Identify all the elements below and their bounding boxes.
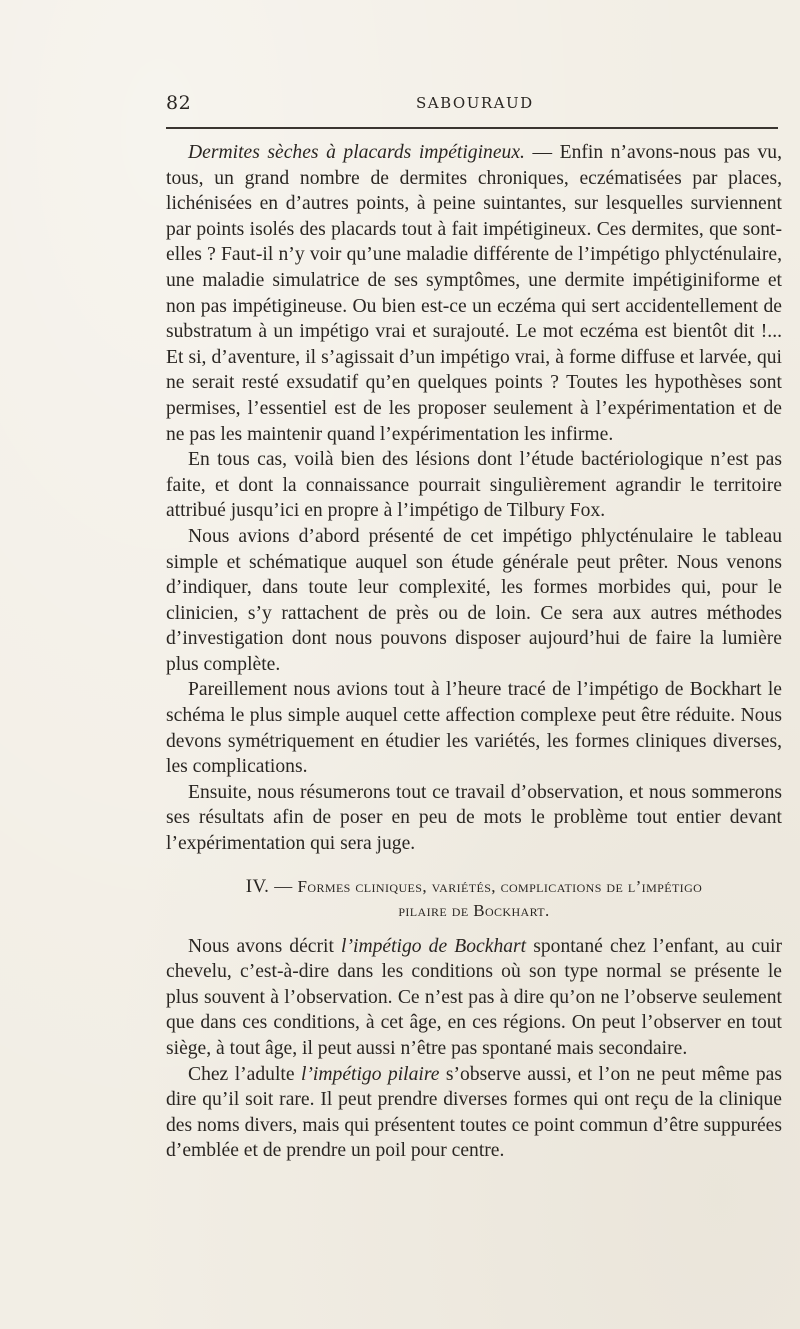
paragraph-italic: l’impétigo de Bockhart	[341, 935, 527, 957]
paragraph: En tous cas, voilà bien des lésions dont l’étude bactériologique n’est pas faite, et dont la connaissance pourrait singulièrement agrandir le territoire attribué jusqu’ici en propre à l’impétigo de Tilbury Fox.	[166, 449, 782, 522]
paragraph-text: s’observe aussi, et l’on ne peut même pas dire qu’il soit rare. Il peut prendre diverses formes qui ont reçu de la clinique des noms divers, mais qui présentent toutes ce point commun d’être suppurées d’emblée et de prendre un poil pour centre.	[166, 1063, 782, 1162]
running-head: SABOURAUD	[416, 94, 534, 112]
paragraph-text: Chez l’adulte	[188, 1063, 301, 1085]
section-paragraph	[166, 1062, 782, 1164]
section-heading-line-1	[166, 874, 782, 899]
paragraph-dermites	[166, 140, 782, 447]
paragraph: Pareillement nous avions tout à l’heure tracé de l’impétigo de Bockhart le schéma le plus simple auquel cette affection complexe peut être réduite. Nous devons symétriquement en étudier les variétés, les formes cliniques diverses, les complications.	[166, 679, 782, 778]
paragraph-italic: l’impétigo pilaire	[300, 1063, 440, 1085]
section-number: IV.	[245, 875, 270, 897]
section-paragraph	[166, 934, 782, 1062]
section-title-line-1: Formes cliniques, variétés, complications de l’impétigo	[297, 876, 703, 896]
paragraph: Nous avions d’abord présenté de cet impétigo phlycténulaire le tableau simple et schématique auquel son étude générale peut prêter. Nous venons d’indiquer, dans toute leur complexité, les formes morbides qui, pour le clinicien, s’y rattachent de près ou de loin. Ce sera aux autres méthodes d’investigation dont nous pouvons disposer aujourd’hui de faire la lumière plus complète.	[166, 525, 782, 675]
section-dash: —	[269, 875, 298, 896]
page-header	[166, 92, 782, 118]
paragraph-text: spontané chez l’enfant, au cuir chevelu, c’est-à-dire dans les conditions où son type normal se présente le plus souvent à l’observation. Ce n’est pas à dire qu’on ne l’observe seulement que dans ces conditions, à cet âge, en ces régions. On peut l’observer en tout siège, à tout âge, il peut aussi n’être pas spontané mais secondaire.	[166, 935, 782, 1059]
page-number: 82	[166, 92, 192, 114]
paragraph-text: — Enfin n’avons-nous pas vu, tous, un grand nombre de dermites chroniques, eczématisées par places, lichénisées en d’autres points, à peine suintantes, sur lesquelles surviennent par points isolés des placards tout à fait impétigineux. Ces dermites, que sont-elles ? Faut-il n’y voir qu’une maladie différente de l’impétigo phlycténulaire, une maladie simulatrice de ses symptômes, une dermite impétiginiforme et non pas impétigineuse. Ou bien est-ce un eczéma qui sert accidentellement de substratum à un impétigo vrai et surajouté. Le mot eczéma est bientôt dit !... Et si, d’aventure, il s’agissait d’un impétigo vrai, à forme diffuse et larvée, qui ne serait resté exsudatif qu’en quelques points ? Toutes les hypothèses sont permises, l’essentiel est de les proposer seulement à l’expérimentation et de ne pas les maintenir quand l’expérimentation les infirme.	[166, 142, 782, 445]
section-title-line-2: pilaire de Bockhart.	[398, 900, 550, 920]
section-heading	[166, 874, 782, 923]
body-text	[166, 140, 782, 1164]
paragraph-text: Nous avons décrit	[188, 935, 342, 957]
paragraph: Ensuite, nous résumerons tout ce travail d’observation, et nous sommerons ses résultats afin de poser en peu de mots le problème tout entier devant l’expérimentation qui sera juge.	[166, 781, 782, 855]
header-rule	[166, 127, 778, 129]
paragraph-lead-italic: Dermites sèches à placards impétigineux.	[188, 142, 525, 163]
